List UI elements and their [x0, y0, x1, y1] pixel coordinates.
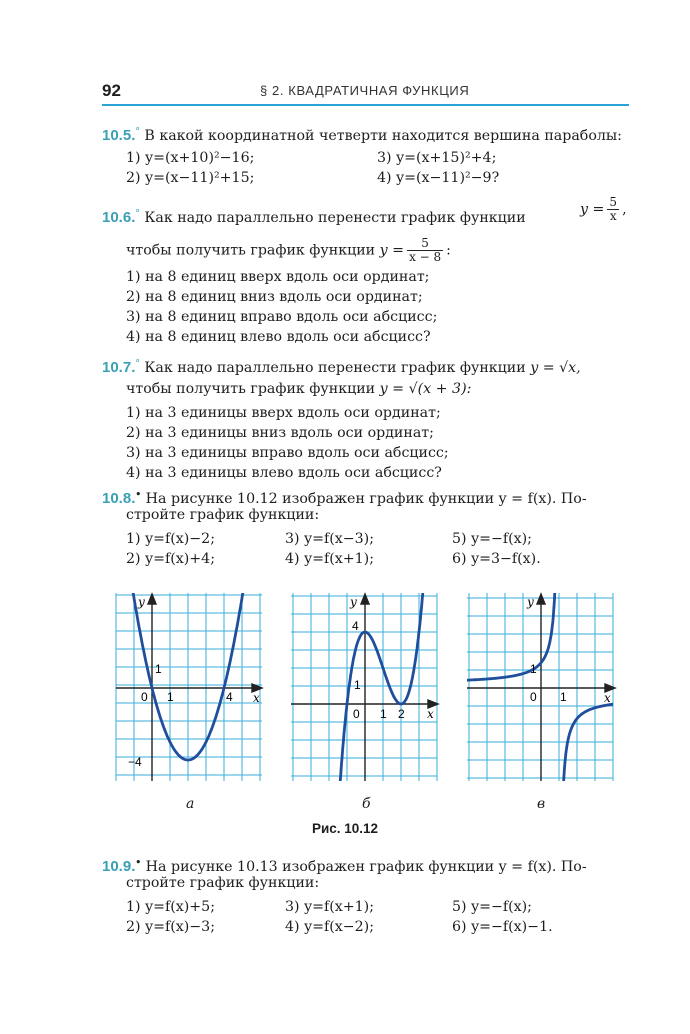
problem-number: 10.9.	[102, 858, 136, 875]
tick-label: 4	[352, 619, 359, 633]
option: 3) y=f(x−3);	[285, 531, 374, 547]
axis-x-label: x	[253, 691, 260, 705]
option: 1) на 8 единиц вверх вдоль оси ординат;	[126, 269, 430, 285]
option: 3) y=f(x+1);	[285, 899, 374, 915]
axis-x-label: x	[604, 691, 611, 705]
option: 1) y=f(x)+5;	[126, 899, 215, 915]
tick-label: 0	[530, 690, 537, 704]
problem-text: чтобы получить график функции	[126, 381, 376, 397]
axis-x-label: x	[427, 707, 434, 721]
option: 2) y=f(x)−3;	[126, 919, 215, 935]
formula-1: y = √x,	[530, 360, 581, 376]
option: 4) y=(x−11)²−9?	[377, 170, 500, 186]
difficulty-mark: •	[135, 858, 142, 868]
problem-text: В какой координатной четверти находится вершина параболы:	[144, 128, 622, 144]
figure-caption: Рис. 10.12	[311, 821, 379, 836]
tick-label: 1	[530, 662, 537, 676]
tick-label: 1	[380, 707, 387, 721]
option: 3) на 3 единицы вправо вдоль оси абсцисс;	[126, 445, 449, 461]
difficulty-mark: •	[135, 490, 142, 500]
problem-10-6-line2: чтобы получить график функции y = $\frac{5}{x - 8}$ :	[126, 236, 451, 264]
tick-label: 1	[354, 678, 361, 692]
tick-label: −4	[128, 755, 142, 769]
grid	[467, 593, 613, 781]
problem-number: 10.6.	[102, 209, 136, 226]
numerator: 5	[609, 195, 618, 209]
option: 5) y=−f(x);	[452, 531, 532, 547]
option: 3) y=(x+15)²+4;	[377, 150, 497, 166]
problem-number: 10.8.	[102, 490, 136, 507]
graph-b	[291, 424, 438, 1034]
option: 4) на 3 единицы влево вдоль оси абсцисс?	[126, 465, 442, 481]
problem-number: 10.5.	[102, 127, 136, 144]
option: 4) на 8 единиц влево вдоль оси абсцисс?	[126, 329, 431, 345]
option: 4) y=f(x+1);	[285, 551, 374, 567]
axis-y-label: y	[350, 595, 357, 609]
formula-2: y = √(x + 3):	[379, 381, 472, 397]
grid	[291, 593, 437, 781]
option: 3) на 8 единиц вправо вдоль оси абсцисс;	[126, 309, 438, 325]
curve-b	[302, 424, 433, 1034]
option: 5) y=−f(x);	[452, 899, 532, 915]
problem-text: Как надо параллельно перенести график функции	[144, 360, 526, 376]
tick-label: 1	[560, 690, 567, 704]
axis-y-label: y	[527, 595, 534, 609]
option: 2) y=f(x)+4;	[126, 551, 215, 567]
tick-label: 2	[398, 707, 405, 721]
difficulty-mark: °	[135, 127, 140, 137]
option: 2) на 3 единицы вниз вдоль оси ординат;	[126, 425, 434, 441]
problem-number: 10.7.	[102, 359, 136, 376]
denominator: x	[609, 209, 617, 223]
formula-lhs: y =	[580, 201, 605, 218]
tick-label: 1	[155, 662, 162, 676]
page-number: 92	[102, 81, 121, 100]
graph-a	[116, 472, 262, 781]
tick-label: 0	[353, 707, 360, 721]
running-title: § 2. КВАДРАТИЧНАЯ ФУНКЦИЯ	[260, 83, 470, 98]
option: 4) y=f(x−2);	[285, 919, 374, 935]
option: 6) y=−f(x)−1.	[452, 919, 553, 935]
difficulty-mark: °	[135, 359, 140, 369]
problem-text: Как надо параллельно перенести график функции	[144, 210, 526, 226]
axes	[291, 594, 438, 781]
option: 1) на 3 единицы вверх вдоль оси ординат;	[126, 405, 441, 421]
subfigure-label: б	[362, 796, 371, 812]
tick-label: 0	[141, 690, 148, 704]
problem-text-line2: стройте график функции:	[126, 507, 320, 523]
problem-text: На рисунке 10.12 изображен график функции y = f(x). По-	[145, 491, 587, 507]
problem-text: чтобы получить график функции	[126, 242, 376, 259]
axis-y-label: y	[138, 595, 145, 609]
difficulty-mark: °	[135, 209, 140, 219]
problem-text-line2: стройте график функции:	[126, 875, 320, 891]
option: 1) y=f(x)−2;	[126, 531, 215, 547]
tick-label: 1	[167, 690, 174, 704]
curve-c-right	[561, 702, 631, 877]
subfigure-label: в	[537, 796, 546, 812]
tick-label: 4	[226, 690, 233, 704]
option: 6) y=3−f(x).	[452, 551, 541, 567]
subfigure-label: а	[186, 796, 195, 812]
option: 1) y=(x+10)²−16;	[126, 150, 255, 166]
option: 2) y=(x−11)²+15;	[126, 170, 255, 186]
problem-10-9	[102, 854, 587, 876]
formula-lhs: y =	[379, 242, 405, 259]
problem-text: На рисунке 10.13 изображен график функции y = f(x). По-	[145, 859, 587, 875]
formula-1: y = $\frac{5}{x}$ ,	[580, 195, 627, 223]
numerator: 5	[407, 237, 443, 251]
axes	[467, 594, 615, 781]
denominator: x − 8	[409, 250, 442, 264]
option: 2) на 8 единиц вниз вдоль оси ординат;	[126, 289, 423, 305]
